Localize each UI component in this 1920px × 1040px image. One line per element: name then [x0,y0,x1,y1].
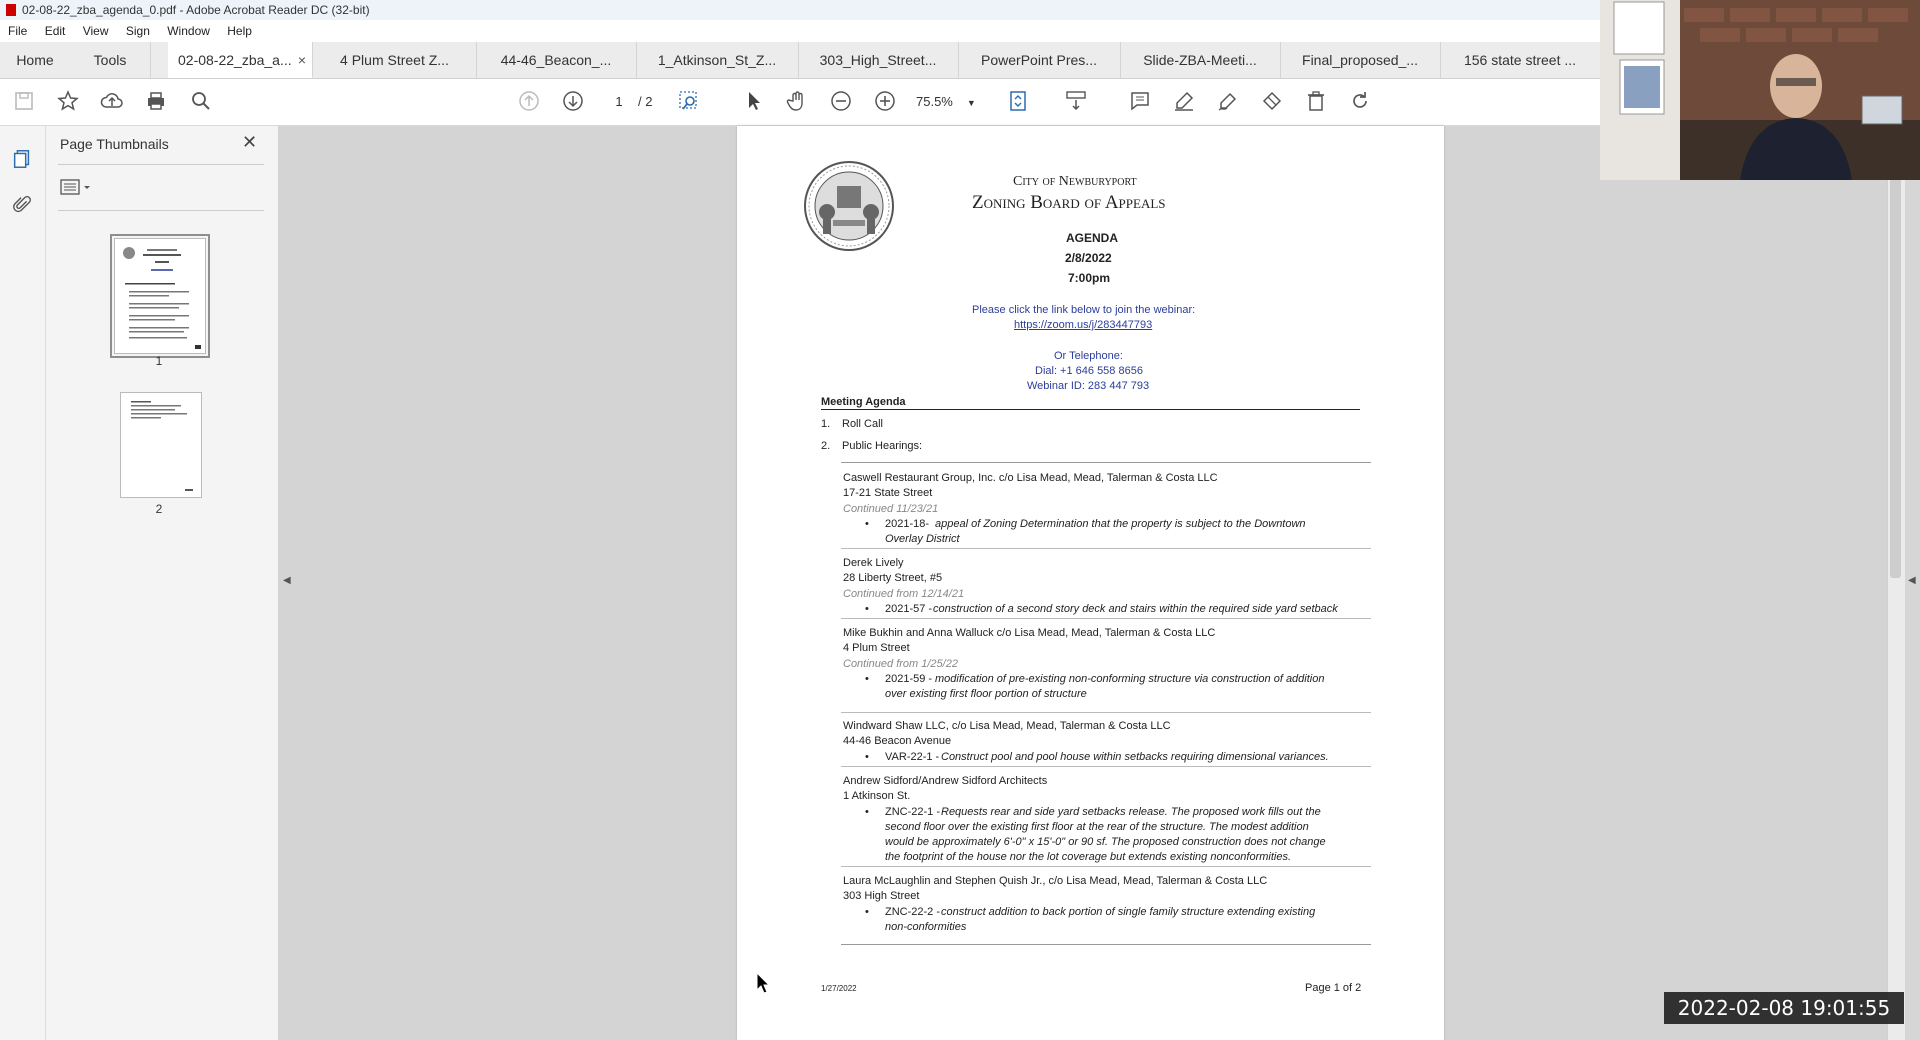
toolbar [0,79,1600,126]
case-number: 2021-59 - [885,673,933,685]
close-icon[interactable]: ✕ [242,132,258,152]
hearing-continued: Continued 11/23/21 [843,503,939,515]
recording-timestamp: 2022-02-08 19:01:55 [1664,992,1904,1024]
case-description: would be approximately 6'-0" x 15'-0" or 90 sf. The proposed construction does not change [885,836,1326,848]
case-number: VAR-22-1 - [885,751,940,763]
bullet: • [865,906,869,918]
item-public-hearings: Public Hearings: [842,440,923,452]
footer-date: 1/27/2022 [821,984,857,993]
meeting-agenda-heading: Meeting Agenda [821,396,906,408]
comment-icon[interactable] [1127,89,1153,115]
menu-help[interactable]: Help [227,24,252,38]
hearing-address: 17-21 State Street [843,487,933,499]
tab-home[interactable]: Home [16,52,54,68]
divider [58,210,264,211]
zoom-value: 75.5% [916,94,953,109]
case-number: 2021-18- [885,518,930,530]
thumbnails-title: Page Thumbnails [60,136,169,152]
next-page-icon[interactable] [560,89,586,115]
hearing-address: 44-46 Beacon Avenue [843,735,952,747]
tab-doc-high-street[interactable]: 303_High_Street... [798,42,959,78]
window-title: 02-08-22_zba_agenda_0.pdf - Adobe Acrobat Reader DC (32-bit) [22,3,370,17]
footer-page-number: Page 1 of 2 [1305,982,1362,994]
divider [841,462,1371,463]
hearing-applicant: Derek Lively [843,557,904,569]
menu-view[interactable]: View [82,24,109,38]
zoom-out-icon[interactable] [828,89,854,115]
thumbnails-panel [46,126,279,1040]
thumbnail-label-2: 2 [155,502,163,516]
chevron-down-icon: ▼ [966,98,976,108]
case-description: Construct pool and pool house within setbacks requiring dimensional variances. [941,751,1329,763]
acrobat-icon [6,4,16,16]
print-icon[interactable] [143,89,169,115]
cloud-upload-icon[interactable] [99,89,125,115]
tab-bar [0,42,1600,79]
case-description: construct addition to back portion of single family structure extending existing [941,906,1316,918]
left-rail [0,126,46,1040]
scrollbar-thumb[interactable] [1890,178,1901,578]
item-roll-call: Roll Call [842,418,883,430]
dial-number: Dial: +1 646 558 8656 [1035,365,1143,377]
hearing-applicant: Andrew Sidford/Andrew Sidford Architects [843,775,1048,787]
case-description: construction of a second story deck and stairs within the required side yard setback [933,603,1338,615]
divider [841,548,1371,549]
agenda-time: 7:00pm [1068,271,1111,285]
draw-pen-icon[interactable] [1215,89,1241,115]
menu-file[interactable]: File [8,24,28,38]
tab-doc-atkinson[interactable]: 1_Atkinson_St_Z... [636,42,799,78]
delete-icon[interactable] [1303,89,1329,115]
webinar-intro: Please click the link below to join the webinar: [972,304,1196,316]
highlight-pen-icon[interactable] [1171,89,1197,115]
tab-doc-zba-agenda[interactable] [168,42,313,78]
bullet: • [865,751,869,763]
hearing-address: 28 Liberty Street, #5 [843,572,943,584]
hand-tool-icon[interactable] [784,89,810,115]
agenda-date: 2/8/2022 [1065,251,1112,265]
window-title-bar [0,0,1600,20]
page-total: / 2 [638,94,653,109]
tab-doc-plum-street[interactable]: 4 Plum Street Z... [313,42,477,78]
hearing-applicant: Windward Shaw LLC, c/o Lisa Mead, Mead, Talerman & Costa LLC [843,720,1171,732]
search-icon[interactable] [188,89,214,115]
item-number: 2. [821,440,831,452]
pdf-page [737,126,1444,1040]
fit-page-icon[interactable] [1006,89,1032,115]
hearing-applicant: Caswell Restaurant Group, Inc. c/o Lisa Mead, Mead, Talerman & Costa LLC [843,472,1218,484]
case-number: ZNC-22-1 - [885,806,941,818]
case-description: the footprint of the house nor the lot coverage but extends existing nonconformities. [885,851,1292,863]
case-description: second floor over the existing first floor at the rear of the structure. The modest addition [885,821,1309,833]
case-number: 2021-57 - [885,603,933,615]
tab-doc-slide-zba[interactable]: Slide-ZBA-Meeti... [1120,42,1281,78]
bullet: • [865,673,869,685]
expand-right-panel-icon[interactable]: ◀ [1908,575,1916,586]
tab-doc-beacon[interactable]: 44-46_Beacon_... [476,42,637,78]
hearing-applicant: Laura McLaughlin and Stephen Quish Jr., c/o Lisa Mead, Mead, Talerman & Costa LLC [843,875,1268,887]
case-number: ZNC-22-2 - [885,906,941,918]
hearing-address: 4 Plum Street [843,642,910,654]
agenda-heading: AGENDA [1066,231,1119,245]
board-name: Zoning Board of Appeals [972,192,1166,213]
collapse-panel-icon[interactable]: ◀ [283,575,291,586]
item-number: 1. [821,418,831,430]
divider [841,618,1371,619]
hearing-applicant: Mike Bukhin and Anna Walluck c/o Lisa Mead, Mead, Talerman & Costa LLC [843,627,1216,639]
tab-tools[interactable]: Tools [70,42,151,78]
case-description: appeal of Zoning Determination that the property is subject to the Downtown [935,518,1306,530]
menu-edit[interactable]: Edit [44,24,66,38]
divider [841,866,1371,867]
city-seal-logo [803,160,895,257]
menu-sign[interactable]: Sign [125,24,150,38]
eraser-icon[interactable] [1259,89,1285,115]
webcam-overlay [1600,0,1920,180]
tab-label: 02-08-22_zba_a... [178,52,292,68]
zoom-in-icon[interactable] [872,89,898,115]
thumbnail-page-2[interactable] [120,392,202,498]
bullet: • [865,603,869,615]
divider [58,164,264,165]
hearing-address: 1 Atkinson St. [843,790,911,802]
tab-doc-state-street[interactable]: 156 state street ... [1440,42,1601,78]
webinar-id: Webinar ID: 283 447 793 [1027,380,1150,392]
scroll-mode-icon[interactable] [1063,89,1089,115]
save-icon[interactable] [11,89,37,115]
divider [841,766,1371,767]
divider [821,409,1360,410]
hearing-continued: Continued from 12/14/21 [843,588,965,600]
page-number-input[interactable]: 1 [615,94,623,109]
mouse-cursor-icon [756,972,770,999]
attachment-icon[interactable] [11,194,33,221]
page-thumbnails-icon[interactable] [11,148,33,175]
close-tab-icon[interactable]: × [297,52,306,68]
case-description: non-conformities [885,921,967,933]
marquee-zoom-icon[interactable] [676,89,702,115]
thumbnail-label-1: 1 [155,354,163,368]
hearing-continued: Continued from 1/25/22 [843,658,958,670]
menu-window[interactable]: Window [167,24,210,38]
case-description: Overlay District [885,533,960,545]
hearing-address: 303 High Street [843,890,920,902]
city-name: City of Newburyport [1013,174,1137,189]
webinar-link[interactable]: https://zoom.us/j/283447793 [1014,319,1153,331]
previous-page-icon[interactable] [516,89,542,115]
divider [841,944,1371,945]
thumbnail-page-1[interactable] [114,238,206,354]
telephone-label: Or Telephone: [1054,350,1123,362]
undo-icon[interactable] [1347,89,1373,115]
divider [841,712,1371,713]
select-cursor-icon[interactable] [741,89,767,115]
case-description: over existing first floor portion of structure [885,688,1087,700]
zoom-dropdown[interactable] [916,91,976,113]
tab-doc-powerpoint[interactable]: PowerPoint Pres... [958,42,1121,78]
menu-bar [0,20,1600,42]
bullet: • [865,518,869,530]
case-description: modification of pre-existing non-conforming structure via construction of addition [935,673,1325,685]
bookmark-star-icon[interactable] [55,89,81,115]
thumbnail-options-icon[interactable] [60,178,94,201]
case-description: Requests rear and side yard setbacks release. The proposed work fills out the [941,806,1321,818]
tab-doc-final-proposed[interactable]: Final_proposed_... [1280,42,1441,78]
bullet: • [865,806,869,818]
